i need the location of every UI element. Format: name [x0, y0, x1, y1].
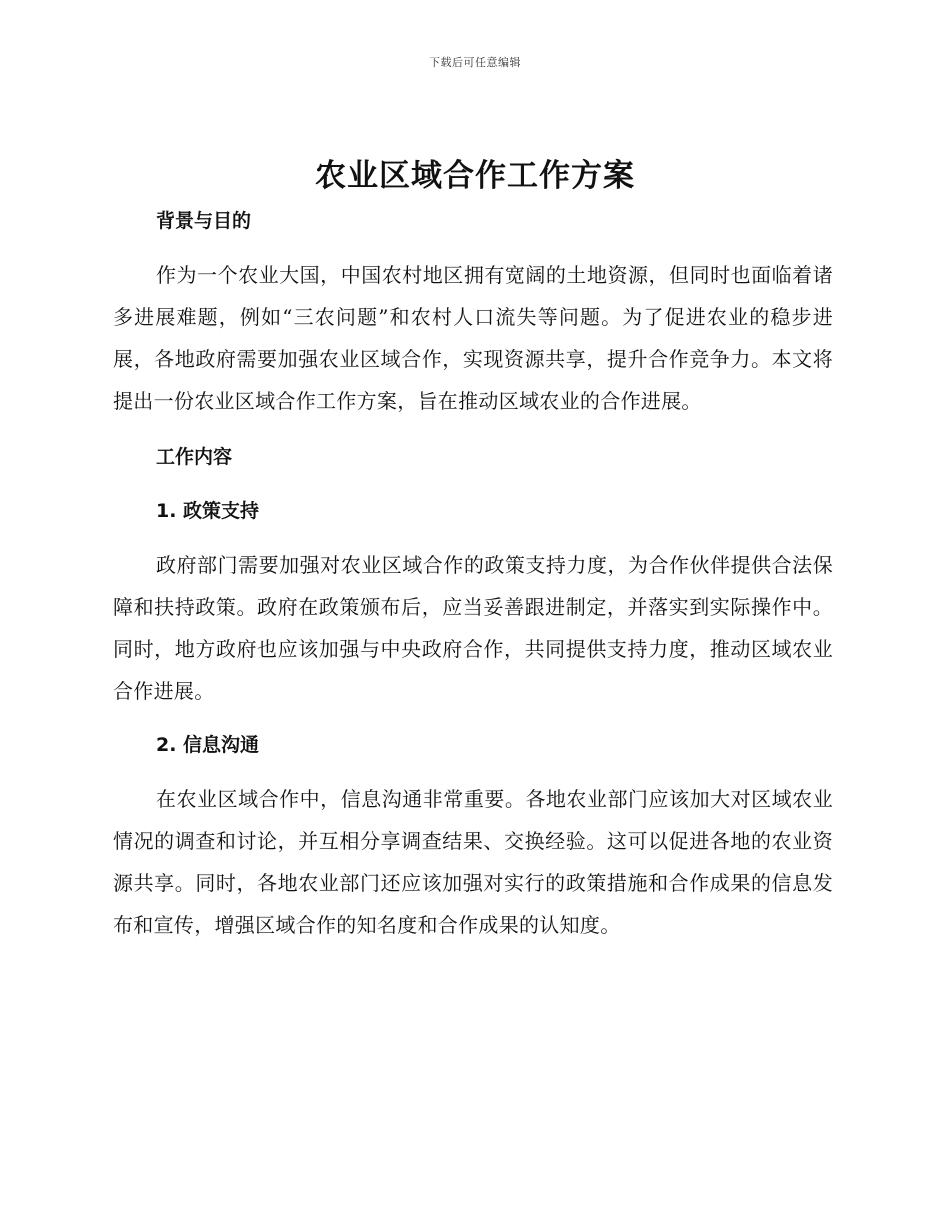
- section-heading: 1. 政策支持: [156, 500, 260, 522]
- section-policy-support: [113, 490, 833, 712]
- section-heading: 2. 信息沟通: [156, 734, 260, 756]
- section-paragraph: 在农业区域合作中，信息沟通非常重要。各地农业部门应该加大对区域农业情况的调查和讨论，并互相分享调查结果、交换经验。这可以促进各地的农业资源共享。同时，各地农业部门还应该加强对实行的政策措施和合作成果的信息发布和宣传，增强区域合作的知名度和合作成果的认知度。: [113, 787, 833, 937]
- section-heading: 工作内容: [156, 446, 233, 468]
- section-paragraph: 作为一个农业大国，中国农村地区拥有宽阔的土地资源，但同时也面临着诸多进展难题，例如“三农问题”和农村人口流失等问题。为了促进农业的稳步进展，各地政府需要加强农业区域合作，实现资源共享，提升合作竞争力。本文将提出一份农业区域合作工作方案，旨在推动区域农业的合作进展。: [113, 263, 833, 413]
- section-information-communication: [113, 724, 833, 946]
- document-body: [113, 200, 833, 946]
- section-work-content: [113, 436, 833, 478]
- section-heading: 背景与目的: [156, 210, 252, 232]
- document-title: 农业区域合作工作方案: [315, 158, 635, 194]
- section-background: [113, 200, 833, 422]
- page-header: 下载后可任意编辑: [429, 56, 521, 69]
- section-paragraph: 政府部门需要加强对农业区域合作的政策支持力度，为合作伙伴提供合法保障和扶持政策。政府在政策颁布后，应当妥善跟进制定，并落实到实际操作中。同时，地方政府也应该加强与中央政府合作，共同提供支持力度，推动区域农业合作进展。: [113, 553, 833, 703]
